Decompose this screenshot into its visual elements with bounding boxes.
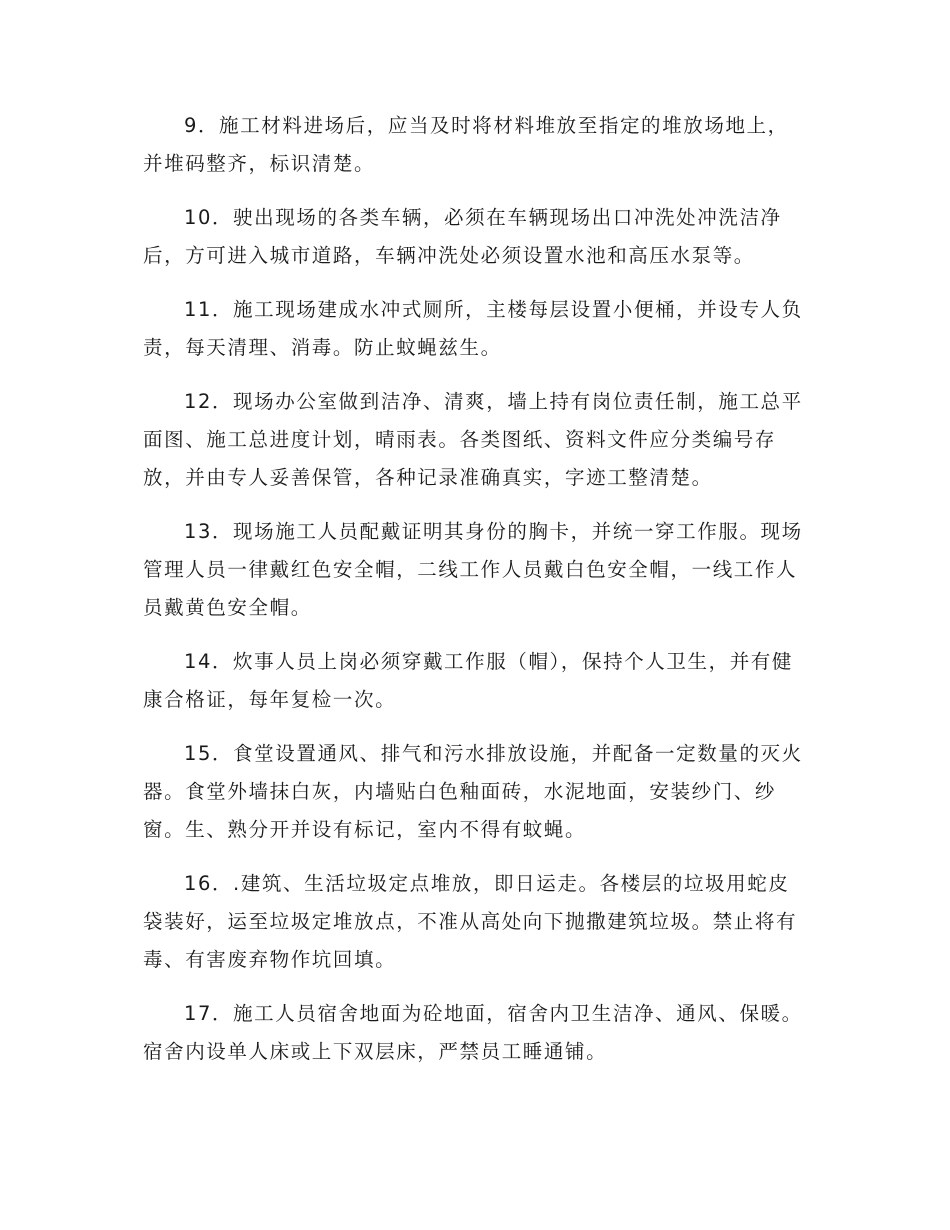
paragraph-16: 16．.建筑、生活垃圾定点堆放，即日运走。各楼层的垃圾用蛇皮袋装好，运至垃圾定堆放点，不准从高处向下抛撒建筑垃圾。禁止将有毒、有害废弃物作坑回填。: [143, 872, 798, 971]
document-body: [143, 107, 809, 1087]
paragraph-17: 17．施工人员宿舍地面为砼地面，宿舍内卫生洁净、通风、保暖。宿舍内设单人床或上下双层床，严禁员工睡通铺。: [143, 1002, 803, 1063]
paragraph-11: 11．施工现场建成水冲式厕所，主楼每层设置小便桶，并设专人负责，每天清理、消毒。防止蚊蝇兹生。: [143, 298, 803, 359]
paragraph-9: 9．施工材料进场后，应当及时将材料堆放至指定的堆放场地上，并堆码整齐，标识清楚。: [143, 114, 789, 175]
paragraph-13: 13．现场施工人员配戴证明其身份的胸卡，并统一穿工作服。现场管理人员一律戴红色安全帽，二线工作人员戴白色安全帽，一线工作人员戴黄色安全帽。: [143, 520, 803, 619]
paragraph-15: 15．食堂设置通风、排气和污水排放设施，并配备一定数量的灭火器。食堂外墙抹白灰，内墙贴白色釉面砖，水泥地面，安装纱门、纱窗。生、熟分开并设有标记，室内不得有蚊蝇。: [143, 742, 803, 841]
paragraph-14: 14．炊事人员上岗必须穿戴工作服（帽），保持个人卫生，并有健康合格证，每年复检一次。: [143, 650, 794, 711]
paragraph-12: 12．现场办公室做到洁净、清爽，墙上持有岗位责任制，施工总平面图、施工总进度计划，晴雨表。各类图纸、资料文件应分类编号存放，并由专人妥善保管，各种记录准确真实，字迹工整清楚。: [143, 390, 803, 489]
paragraph-10: 10．驶出现场的各类车辆，必须在车辆现场出口冲洗处冲洗洁净后，方可进入城市道路，车辆冲洗处必须设置水池和高压水泵等。: [143, 206, 782, 267]
